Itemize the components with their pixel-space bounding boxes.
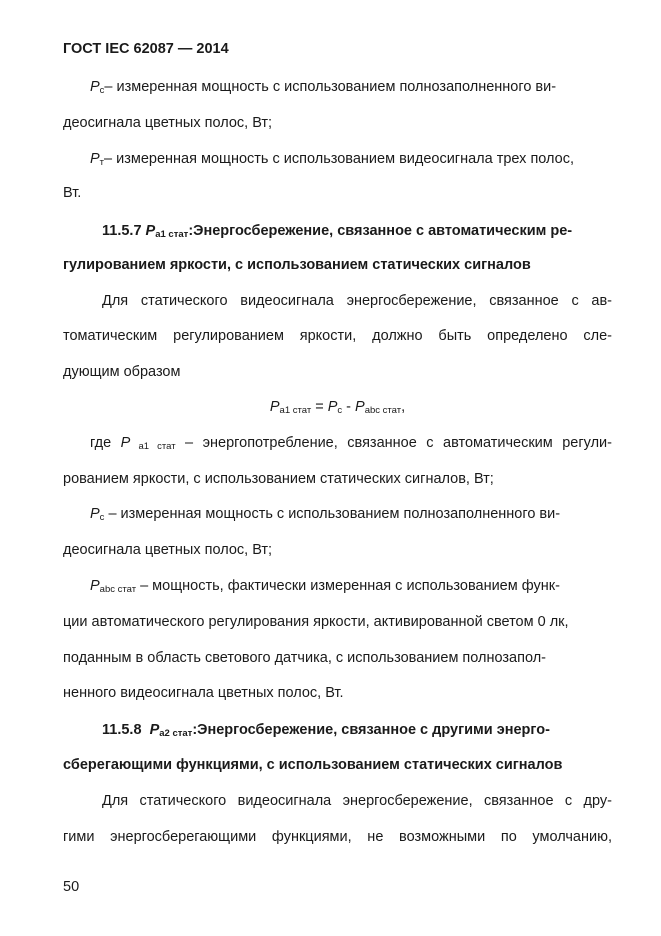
section-11-5-8-title-line1 (102, 721, 612, 739)
pabc-def-line4: ненного видеосигнала цветных полос, Вт. (63, 685, 344, 701)
section-11-5-7-title-line1 (102, 222, 612, 240)
pt-definition-line1 (90, 150, 612, 168)
section-11-5-8-number: 11.5.8 (102, 722, 142, 738)
pc-def-2-text: – измеренная мощность с использованием полнозаполненного ви- (104, 506, 561, 522)
pc-def-2-subscript: c (99, 512, 105, 523)
paragraph-line2: томатическим регулированием яркости, должно быть определено сле- (63, 328, 612, 344)
formula-p1: P (269, 399, 280, 415)
where-subscript: a1 стат (130, 441, 176, 452)
where-definition-line1 (90, 434, 612, 452)
section-11-5-8-title-line2: сберегающими функциями, с использованием статических сигналов (63, 757, 563, 773)
section-11-5-7-symbol: P (145, 223, 156, 239)
where-definition-text: – энергопотребление, связанное с автоматическим регули- (175, 435, 612, 451)
formula-s3: abc стат (364, 405, 402, 416)
where-definition-line2: рованием яркости, с использованием статических сигналов, Вт; (63, 471, 494, 487)
pc-definition-line1 (90, 78, 612, 96)
section-11-5-8-title-text: :Энергосбережение, связанное с другими энерго- (192, 722, 550, 738)
paragraph-2-line2: гими энергосберегающими функциями, не возможными по умолчанию, (63, 829, 612, 845)
formula-tail: , (401, 399, 406, 415)
pabc-def-text: – мощность, фактически измеренная с использованием функ- (136, 578, 560, 594)
formula-s2: c (337, 405, 343, 416)
section-11-5-7-title-text: :Энергосбережение, связанное с автоматическим ре- (188, 223, 573, 239)
formula-p2: P (327, 399, 338, 415)
pt-subscript: т (99, 157, 105, 168)
pc-subscript: c (99, 85, 105, 96)
pc-symbol: P (90, 79, 100, 95)
pc-definition-line2: деосигнала цветных полос, Вт; (63, 115, 273, 131)
section-11-5-7-title-line2: гулированием яркости, с использованием статических сигналов (63, 257, 531, 273)
pabc-def-line2: ции автоматического регулирования яркости, активированной светом 0 лк, (63, 614, 569, 630)
where-prefix: где (90, 435, 121, 451)
section-11-5-7-subscript: a1 стат (155, 229, 189, 240)
section-11-5-8-symbol: P (149, 722, 160, 738)
pc-def-2-line1 (90, 505, 612, 523)
pc-def-2-line2: деосигнала цветных полос, Вт; (63, 542, 273, 558)
pt-symbol: P (90, 151, 100, 167)
document-header: ГОСТ IEC 62087 — 2014 (63, 41, 229, 57)
page-number: 50 (63, 879, 80, 895)
pabc-def-line3: поданным в область светового датчика, с использованием полнозапол- (63, 650, 547, 666)
paragraph-2-line1: Для статического видеосигнала энергосбережение, связанное с дру- (102, 793, 612, 809)
formula-minus: - (342, 399, 356, 415)
pabc-subscript: abc стат (99, 584, 137, 595)
section-11-5-7-number: 11.5.7 (102, 223, 142, 239)
pabc-def-line1 (90, 577, 612, 595)
pc-definition-text: – измеренная мощность с использованием полнозаполненного ви- (104, 79, 557, 95)
pabc-symbol: P (90, 578, 100, 594)
formula (63, 398, 612, 416)
where-symbol: P (120, 435, 131, 451)
formula-eq: = (311, 399, 328, 415)
formula-s1: a1 стат (279, 405, 312, 416)
pt-definition-text: – измеренная мощность с использованием видеосигнала трех полос, (104, 151, 575, 167)
pc-def-2-symbol: P (90, 506, 100, 522)
formula-p3: P (355, 399, 365, 415)
section-11-5-8-subscript: a2 стат (159, 728, 193, 739)
paragraph-line1: Для статического видеосигнала энергосбережение, связанное с ав- (102, 293, 612, 309)
pt-definition-line2: Вт. (63, 185, 82, 201)
paragraph-line3: дующим образом (63, 364, 181, 380)
